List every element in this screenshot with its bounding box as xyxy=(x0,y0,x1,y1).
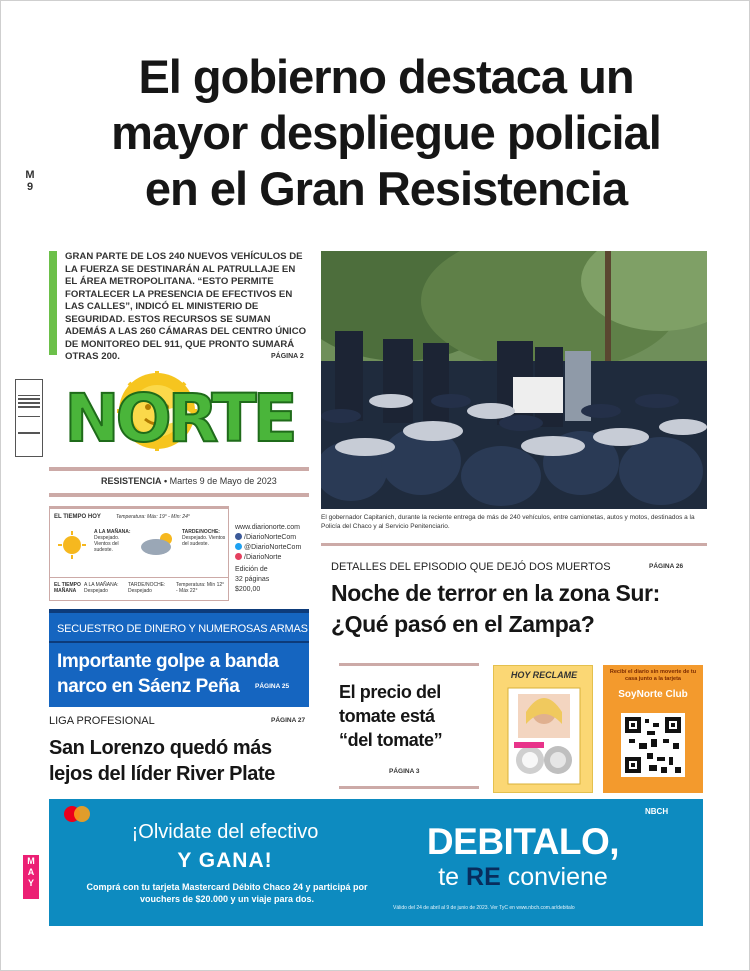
lead-photo-graphic xyxy=(321,251,707,509)
facebook-icon xyxy=(235,533,242,540)
promo-club-text: Recibí el diario sin moverte de tu casa junto a la tarjeta xyxy=(609,669,697,682)
cloud-weather-icon xyxy=(140,531,176,557)
headline-line-1: El gobierno destaca un xyxy=(138,50,634,103)
lead-page-ref: PÁGINA 2 xyxy=(271,353,304,360)
promo-reclame-title: HOY RECLAME xyxy=(510,670,578,680)
qr-code-icon xyxy=(621,713,685,777)
secuestro-story[interactable] xyxy=(49,609,309,707)
weather-afternoon-label: TARDE/NOCHE: xyxy=(182,529,220,535)
secuestro-page-ref: PÁGINA 25 xyxy=(255,683,290,690)
weather-morning-label: A LA MAÑANA: xyxy=(94,529,131,535)
promo-reclame[interactable] xyxy=(493,665,593,793)
web-link[interactable]: www.diarionorte.com xyxy=(235,524,300,531)
legal-box xyxy=(15,379,43,457)
weather-title: EL TIEMPO HOY xyxy=(54,514,101,520)
weather-tomorrow-temp: Temperatura: Mín 12° - Máx 22° xyxy=(176,582,225,594)
weather-afternoon-desc: Despejado. Vientos del sudeste. xyxy=(182,535,226,547)
lead-paragraph: GRAN PARTE DE LOS 240 NUEVOS VEHÍCULOS DE LA FUERZA SE DESTINARÁN AL PATRULLAJE EN EL ÁREA METROPOLITANA. “ESTO PERMITE FORTALECER LA PRESENCIA DE EFECTIVOS EN LAS CALLES”, INDICÓ EL MINISTERIO DE SEGURIDAD. ESTOS RECURSOS SE SUMAN ADEMÁS A LAS 260 CÁMARAS DEL CENTRO ÚNICO DE MONITOREO DEL 911, QUE PRONTO SUMARÁ OTRAS 200. xyxy=(49,251,309,355)
ad-conviene: te RE conviene xyxy=(438,863,608,891)
side-letters: M 9 xyxy=(25,169,35,193)
tomate-page-ref: PÁGINA 3 xyxy=(389,768,420,775)
secuestro-kicker: SECUESTRO DE DINERO Y NUMEROSAS ARMAS xyxy=(57,623,308,635)
weather-tomorrow-afternoon: TARDE/NOCHE: Despejado xyxy=(128,582,166,594)
ad-line-2: Y GANA! xyxy=(177,849,273,872)
social-links xyxy=(235,523,315,595)
weather-tomorrow-title: EL TIEMPO MAÑANA xyxy=(54,582,81,594)
nbch-bank-logo: NBCH xyxy=(645,807,669,816)
dateline: RESISTENCIA • Martes 9 de Mayo de 2023 xyxy=(49,467,309,497)
mastercard-icon xyxy=(63,805,91,823)
tomate-story[interactable] xyxy=(339,663,479,789)
promo-reclame-graphic xyxy=(504,684,584,788)
facebook-handle: /DiarioNorteCom xyxy=(244,534,297,541)
section-divider xyxy=(321,543,707,546)
photo-caption: El gobernador Capitanich, durante la reciente entrega de más de 240 vehículos, entre camionetas, autos y motos, destinados a la Policía del Chaco y al Servicio Penitenciario. xyxy=(321,514,695,530)
ad-debitalo: DEBITALO, xyxy=(426,821,620,862)
nbch-ad[interactable] xyxy=(49,799,703,926)
lead-photo[interactable] xyxy=(321,251,707,509)
liga-kicker: LIGA PROFESIONAL xyxy=(49,715,155,727)
ad-line-3: Comprá con tu tarjeta Mastercard Débito Chaco 24 y participá por vouchers de $20.000 y un viaje para dos. xyxy=(86,882,368,904)
main-headline[interactable] xyxy=(41,49,731,217)
ad-line-1: ¡Olvidate del efectivo xyxy=(131,821,319,843)
headline-line-3: en el Gran Resistencia xyxy=(144,162,628,215)
sun-weather-icon xyxy=(58,531,86,559)
detalles-title[interactable]: Noche de terror en la zona Sur: ¿Qué pasó en el Zampa? xyxy=(331,580,660,637)
weather-temp-today: Temperatura: Máx: 19° - Mín: 24° xyxy=(116,514,190,520)
weather-box xyxy=(49,506,229,601)
liga-page-ref: PÁGINA 27 xyxy=(271,717,306,724)
detalles-page-ref: PÁGINA 26 xyxy=(649,563,684,570)
month-tag: MAY xyxy=(23,855,39,899)
tomate-title: El precio del tomate está “del tomate” xyxy=(339,682,443,750)
edition-info: Edición de 32 páginas $200,00 xyxy=(235,566,270,593)
twitter-icon xyxy=(235,543,242,550)
norte-logo-graphic xyxy=(49,371,309,451)
ad-legal: Válido del 24 de abril al 9 de junio de 2023. Ver TyC en www.nbch.com.ar/debitalo xyxy=(393,905,575,911)
liga-title[interactable]: San Lorenzo quedó más lejos del líder River Plate xyxy=(49,737,275,785)
dateline-date: Martes 9 de Mayo de 2023 xyxy=(169,476,277,486)
promo-club-brand: SoyNorte Club xyxy=(618,689,688,700)
weather-tomorrow-morning: A LA MAÑANA: Despejado xyxy=(84,582,119,594)
secuestro-title: Importante golpe a banda narco en Sáenz Peña xyxy=(57,651,279,697)
weather-morning-desc: Despejado. Vientos del sudeste. xyxy=(94,535,120,553)
dateline-city: RESISTENCIA xyxy=(101,476,162,486)
instagram-icon xyxy=(235,553,242,560)
svg-text:NORTE: NORTE xyxy=(64,380,294,451)
headline-line-2: mayor despliegue policial xyxy=(111,106,661,159)
detalles-kicker: DETALLES DEL EPISODIO QUE DEJÓ DOS MUERTOS xyxy=(331,561,611,573)
instagram-handle: /DiarioNorte xyxy=(244,554,282,561)
twitter-handle: @DiarioNorteCom xyxy=(244,544,302,551)
norte-logo[interactable] xyxy=(49,371,309,451)
promo-club[interactable] xyxy=(603,665,703,793)
